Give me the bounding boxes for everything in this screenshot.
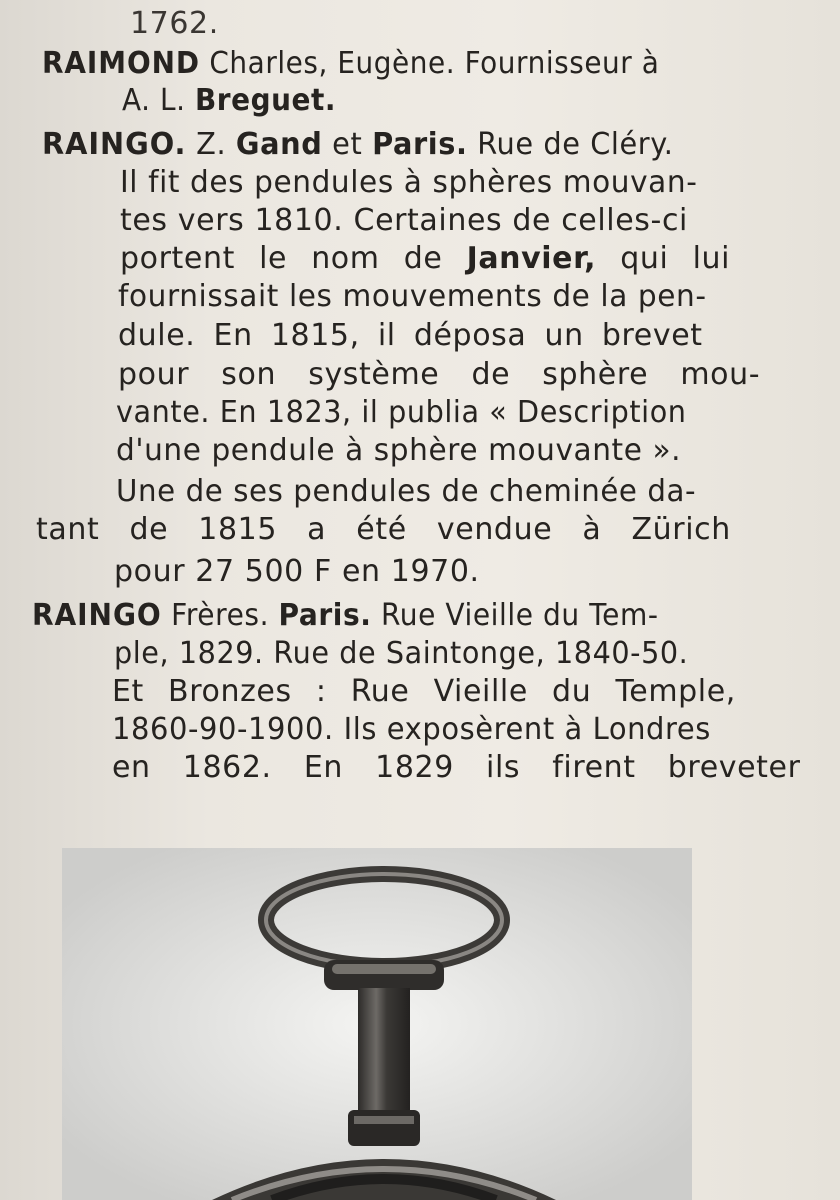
entry-raingo-z-line-6: dule. En 1815, il déposa un brevet xyxy=(118,318,703,353)
pocket-watch-illustration xyxy=(62,848,692,1200)
entry-raingo-z-line-9: d'une pendule à sphère mouvante ». xyxy=(116,433,682,468)
entry-raingo-z-line-1: RAINGO. Z. Gand et Paris. Rue de Cléry. xyxy=(42,127,674,162)
entry-raimond-heading: RAIMOND xyxy=(42,46,200,81)
entry-raingo-z-heading: RAINGO. xyxy=(42,127,187,162)
entry-raingo-freres-line-4: 1860-90-1900. Ils exposèrent à Londres xyxy=(112,712,711,747)
entry-raimond-line-2: A. L. Breguet. xyxy=(122,83,337,118)
entry-raingo-z-line-5: fournissait les mouvements de la pen- xyxy=(118,279,707,314)
entry-raingo-z-line-12: pour 27 500 F en 1970. xyxy=(114,554,480,589)
entry-raingo-z-line-11: tant de 1815 a été vendue à Zürich xyxy=(36,512,731,547)
entry-raingo-z-line-7: pour son système de sphère mou- xyxy=(118,357,761,392)
pocket-watch-photo-icon xyxy=(62,848,692,1200)
entry-raingo-freres-line-3: Et Bronzes : Rue Vieille du Temple, xyxy=(112,674,736,709)
breguet-name: Breguet. xyxy=(194,83,337,118)
entry-raingo-freres-line-5: en 1862. En 1829 ils firent breveter xyxy=(112,750,801,785)
entry-raingo-z-line-10: Une de ses pendules de cheminée da- xyxy=(116,474,697,509)
entry-raingo-freres-line-1: RAINGO Frères. Paris. Rue Vieille du Tem- xyxy=(32,598,659,633)
entry-raingo-freres-heading: RAINGO xyxy=(32,598,162,633)
entry-raingo-freres-line-2: ple, 1829. Rue de Saintonge, 1840-50. xyxy=(114,636,689,671)
entry-raimond-line-1: RAIMOND Charles, Eugène. Fournisseur à xyxy=(42,46,660,81)
janvier-name: Janvier, xyxy=(466,241,597,276)
watch-stem xyxy=(358,988,410,1118)
entry-raingo-z-line-3: tes vers 1810. Certaines de celles-ci xyxy=(120,203,688,238)
entry-raingo-z-line-4: portent le nom de Janvier, qui lui xyxy=(120,241,731,276)
cut-off-top-line: 1762. xyxy=(130,6,219,41)
entry-raingo-z-line-8: vante. En 1823, il publia « Description xyxy=(116,395,687,430)
entry-raingo-z-line-2: Il fit des pendules à sphères mouvan- xyxy=(120,165,698,200)
